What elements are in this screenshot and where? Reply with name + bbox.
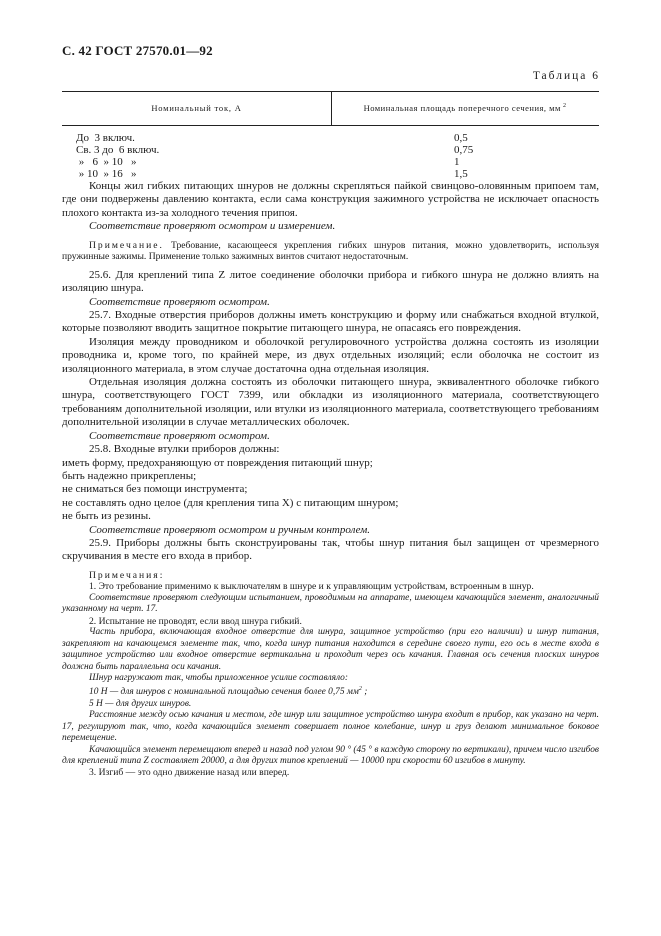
paragraph: Отдельная изоляция должна состоять из оболочки питающего шнура, эквивалентного оболочке гибкого шнура, соответствующего ГОСТ 7399, или обкладки из изоляционного материала, соответствующего требованиям дополнительной изоляции, или втулки из изоляционного материала, соответствующего требованиям дополнительной изоляции в случае металлических оболочек. [62,376,599,429]
note-item: Расстояние между осью качания и местом, где шнур или защитное устройство шнура входит в прибор, как указано на черт. 17, регулируют так, что, когда качающийся элемент совершает полное колебание, шнур и груз делают минимальное боковое перемещение. [62,710,599,744]
clause-25-6: 25.6. Для креплений типа Z литое соединение оболочки прибора и гибкого шнура не должно влиять на изоляцию шнура. [62,268,599,295]
compliance-note: Соответствие проверяют осмотром. [89,295,270,308]
note-item: Часть прибора, включающая входное отверстие для шнура, защитное устройство (при его наличии) и шнур питания, закрепляют на качающемся элементе так, что, когда шнур питания находится в середине своего пути, его ось в месте входа в защитное устройство или входное отверстие вертикальна и проходит через ось качания. Главная ось сечения плоских шнуров должна быть параллельна оси качания. [62,627,599,672]
notes-heading: Примечания: [89,569,165,581]
table-cell-section: 1 [454,156,460,168]
list-item: не составлять одно целое (для крепления типа X) с питающим шнуром; [62,496,399,509]
table-cell-section: 1,5 [454,168,468,180]
note-item: Качающийся элемент перемещают вперед и назад под углом 90 ° (45 ° в каждую сторону по вертикали), причем число изгибов для креплений типа Z составляет 20000, а для других типов креплений — 10000 при скорости 60 изгибов в минуту. [62,744,599,766]
table-cell-current: » 10 » 16 » [76,168,137,180]
table-caption: Таблица 6 [532,70,600,82]
page-header: С. 42 ГОСТ 27570.01—92 [62,43,213,58]
clause-25-7: 25.7. Входные отверстия приборов должны иметь конструкцию и форму или снабжаться входной втулкой, которые позволяют вводить защитное покрытие питающего шнура, не опасаясь его повреждения. [62,309,599,335]
compliance-note: Соответствие проверяют осмотром и ручным контролем. [89,523,371,536]
note-item: 3. Изгиб — это одно движение назад или вперед. [89,767,290,779]
note-formula: 5 Н — для других шнуров. [89,698,192,709]
table-cell-section: 0,75 [454,144,474,156]
table-header-rule [62,125,599,126]
list-item: быть надежно прикреплены; [62,469,197,482]
list-item: не быть из резины. [62,510,151,523]
compliance-note: Соответствие проверяют осмотром и измерением. [89,220,336,233]
paragraph: Концы жил гибких питающих шнуров не должны скрепляться пайкой свинцово-оловянным припоем там, где они подвержены давлению контакта, если сама конструкция зажимного устройства не исключает опасность плохого контакта из-за холодного течения припоя. [62,180,599,219]
table-row [62,156,599,168]
table-cell-section: 0,5 [454,132,468,144]
clause-25-9: 25.9. Приборы должны быть сконструированы так, чтобы шнур питания был защищен от чрезмерного скручивания в месте его входа в прибор. [62,536,599,563]
note: Примечание. Требование, касающееся укрепления гибких шнуров питания, можно удовлетворить, используя пружинные зажимы. Применение только зажимных винтов считают недостаточным. [62,239,599,263]
table-cell-current: До 3 включ. [76,132,135,144]
table-cell-current: Св. 3 до 6 включ. [76,144,160,156]
table-row [62,144,599,156]
note-item: 2. Испытание не проводят, если ввод шнура гибкий. [89,615,302,627]
note-item: 1. Это требование применимо к выключателям в шнуре и к управляющим устройствам, встроенным в шнур. [89,581,534,593]
table-row [62,168,599,180]
list-item: не сниматься без помощи инструмента; [62,483,248,496]
paragraph: Изоляция между проводником и оболочкой регулировочного устройства должна состоять из изоляции проводника и, кроме того, по крайней мере, из двух отдельных изоляций; если оболочка не состоит из изоляционного материала, в этом случае достаточна одна отдельная изоляция. [62,335,599,375]
table-row [62,132,599,144]
column-header-section: Номинальная площадь поперечного сечения, мм $^2$ [363,103,567,113]
note-formula: 10 Н — для шнуров с номинальной площадью сечения более 0,75 $мм^2$ ; [89,686,368,698]
column-header-current: Номинальный ток, А [151,103,242,113]
compliance-note: Соответствие проверяют осмотром. [89,429,270,442]
note-item: Шнур нагружают так, чтобы приложенное усилие составляло: [89,672,348,683]
table-cell-current: » 6 » 10 » [76,156,137,168]
clause-25-8: 25.8. Входные втулки приборов должны: [89,443,280,456]
note-item: Соответствие проверяют следующим испытанием, проводимым на аппарате, имеющем качающийся элемент, аналогичный указанному на черт. 17. [62,592,599,615]
list-item: иметь форму, предохраняющую от повреждения питающий шнур; [62,456,373,469]
body-text [62,180,599,779]
